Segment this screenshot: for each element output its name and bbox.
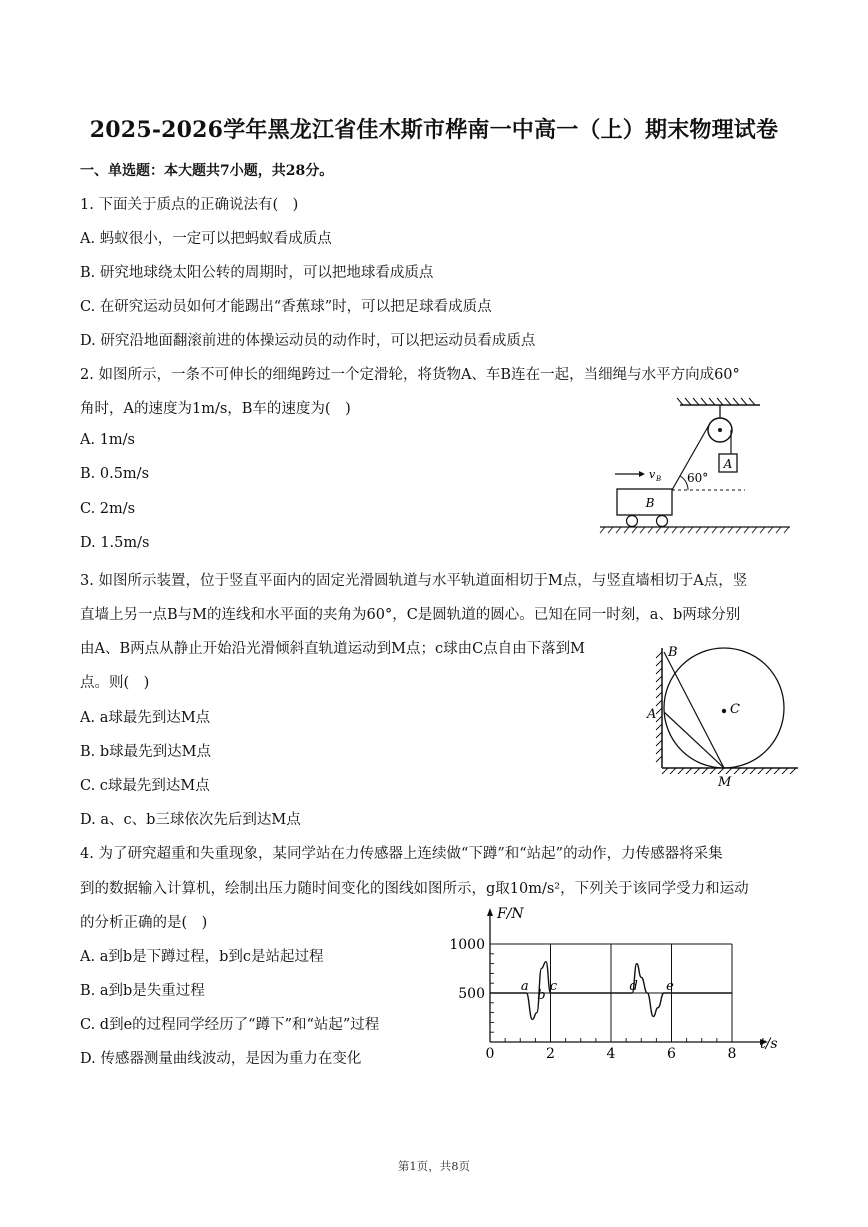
q3-option-d: D. a、c、b三球依次先后到达M点 [80, 812, 301, 828]
x-tick-label: 0 [485, 1046, 495, 1060]
q4-option-a: A. a到b是下蹲过程，b到c是站起过程 [80, 949, 324, 965]
q2-option-a: A. 1m/s [80, 432, 135, 448]
chart-axes [487, 908, 768, 1045]
y-axis-label: F/N [497, 906, 524, 922]
point-label-c: c [549, 979, 558, 995]
point-label-a: a [520, 979, 529, 995]
q2-option-b: B. 0.5m/s [80, 466, 150, 482]
q3-option-b: B. b球最先到达M点 [80, 744, 212, 760]
q4-stem-line1: 4. 为了研究超重和失重现象，某同学站在力传感器上连续做“下蹲”和“站起”的动作，力传感器将采集 [80, 846, 723, 862]
point-label-d: d [629, 979, 638, 995]
point-b-label: B [668, 645, 678, 660]
q1-option-b: B. 研究地球绕太阳公转的周期时，可以把地球看成质点 [80, 265, 434, 281]
q1-option-a: A. 蚂蚁很小，一定可以把蚂蚁看成质点 [80, 231, 332, 247]
x-tick-label: 8 [727, 1046, 737, 1060]
x-axis-label: t/s [760, 1036, 778, 1052]
circle-track-figure [640, 638, 810, 793]
q3-stem-line2: 直墙上另一点B与M的连线和水平面的夹角为60°，C是圆轨道的圆心。已知在同一时刻，a、b两球分别 [80, 607, 741, 623]
q3-option-c: C. c球最先到达M点 [80, 778, 210, 794]
q2-stem-line2: 角时，A的速度为1m/s，B车的速度为( ) [80, 401, 351, 417]
cart-b [617, 489, 672, 515]
velocity-subscript: B [656, 475, 662, 483]
q4-option-c: C. d到e的过程同学经历了“蹲下”和“站起”过程 [80, 1017, 380, 1033]
q4-stem-line3: 的分析正确的是( ) [80, 915, 208, 931]
y-axis-arrow [487, 908, 493, 916]
point-label-e: e [666, 979, 674, 995]
q2-option-c: C. 2m/s [80, 501, 136, 517]
q1-option-d: D. 研究沿地面翻滚前进的体操运动员的动作时，可以把运动员看成质点 [80, 333, 536, 349]
cart-b-label: B [645, 496, 655, 510]
y-tick-label: 500 [458, 986, 485, 1002]
q4-stem-line2: 到的数据输入计算机，绘制出压力随时间变化的图线如图所示，g取10m/s²，下列关于该同学受力和运动 [80, 881, 749, 897]
chart-point-labels [521, 979, 674, 1003]
point-c-label: C [730, 702, 740, 717]
velocity-label: v [649, 468, 656, 481]
q1-option-c: C. 在研究运动员如何才能踢出“香蕉球”时，可以把足球看成质点 [80, 299, 492, 315]
x-tick-label: 4 [606, 1046, 616, 1060]
x-tick-label: 6 [667, 1046, 676, 1060]
y-tick-label: 1000 [449, 937, 485, 953]
point-label-b: b [537, 987, 546, 1003]
x-tick-label: 2 [546, 1046, 555, 1060]
angle-label: 60° [687, 471, 709, 485]
q1-stem: 1. 下面关于质点的正确说法有( ) [80, 197, 299, 213]
page-title: 2025-2026学年黑龙江省佳木斯市桦南一中高一（上）期末物理试卷 [89, 117, 779, 143]
pulley-cart-figure [595, 393, 795, 543]
q3-stem-line1: 3. 如图所示装置，位于竖直平面内的固定光滑圆轨道与水平轨道面相切于M点，与竖直墙相切于A点，竖 [80, 573, 748, 589]
q2-stem-line1: 2. 如图所示，一条不可伸长的细绳跨过一个定滑轮，将货物A、车B连在一起，当细绳与水平方向成60° [80, 367, 740, 383]
block-a-label: A [723, 457, 733, 471]
point-a-label: A [647, 707, 657, 722]
q3-stem-line4: 点。则( ) [80, 675, 150, 691]
section-heading: 一、单选题：本大题共7小题，共28分。 [80, 163, 334, 179]
q3-stem-line3: 由A、B两点从静止开始沿光滑倾斜直轨道运动到M点；c球由C点自由下落到M [80, 641, 586, 657]
q4-option-b: B. a到b是失重过程 [80, 983, 205, 999]
q2-option-d: D. 1.5m/s [80, 535, 150, 551]
point-m-label: M [718, 775, 732, 790]
q3-option-a: A. a球最先到达M点 [80, 710, 211, 726]
page-footer: 第1页，共8页 [397, 1159, 471, 1173]
force-time-chart [445, 900, 790, 1060]
q4-option-d: D. 传感器测量曲线波动，是因为重力在变化 [80, 1051, 362, 1067]
